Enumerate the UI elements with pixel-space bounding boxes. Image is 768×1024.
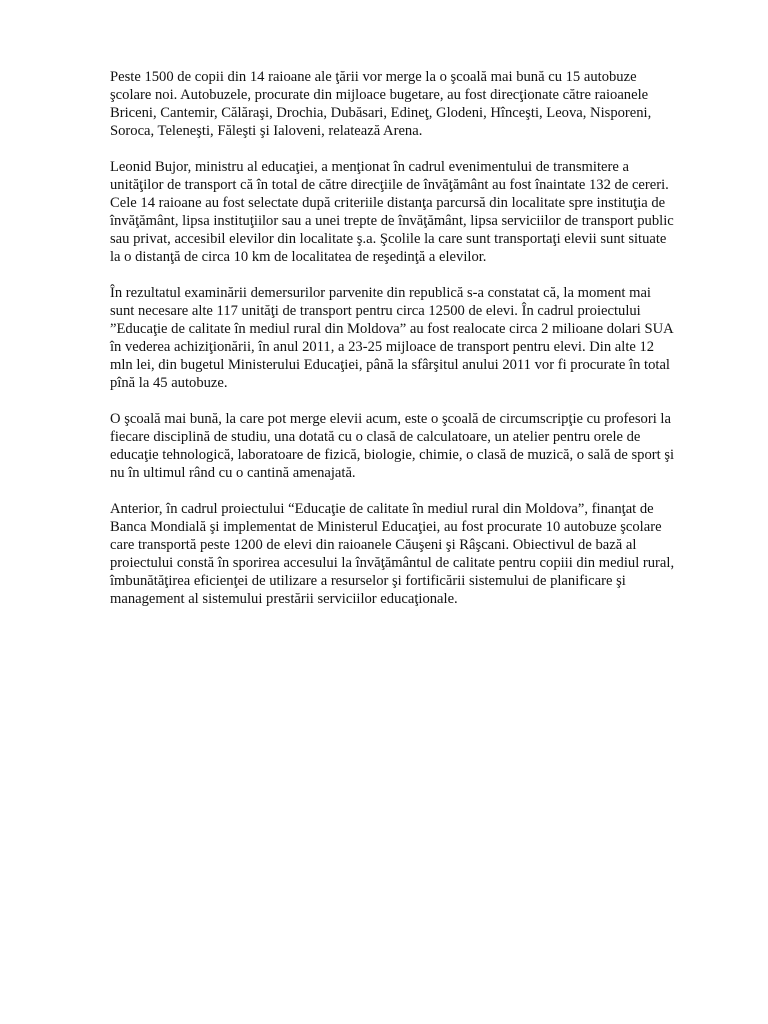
text-line: Anterior, în cadrul proiectului “Educaţie de calitate în mediul rural din Moldova”, finanţat de — [110, 501, 654, 517]
paragraph-3 — [110, 284, 740, 392]
text-line: proiectului constă în sporirea accesului la învăţământul de calitate pentru copiii din mediul rural, — [110, 555, 675, 571]
text-line: În rezultatul examinării demersurilor parvenite din republică s-a constatat că, la moment mai — [110, 285, 651, 301]
text-line: management al sistemului prestării serviciilor educaţionale. — [110, 591, 458, 607]
text-line: O şcoală mai bună, la care pot merge elevii acum, este o şcoală de circumscripţie cu profesori la — [110, 411, 671, 427]
text-line: la o distanţă de circa 10 km de localitatea de reşedinţă a elevilor. — [110, 249, 487, 265]
text-line: unităţilor de transport că în total de către direcţiile de învăţământ au fost înaintate 132 de cereri. — [110, 177, 669, 193]
text-line: Briceni, Cantemir, Călăraşi, Drochia, Dubăsari, Edineţ, Glodeni, Hînceşti, Leova, Nisporeni, — [110, 105, 652, 121]
document-page — [110, 68, 740, 626]
text-line: Leonid Bujor, ministru al educaţiei, a menţionat în cadrul evenimentului de transmitere a — [110, 159, 629, 175]
text-line: îmbunătăţirea eficienţei de utilizare a resurselor şi fortificării sistemului de planificare şi — [110, 573, 626, 589]
text-line: ”Educaţie de calitate în mediul rural din Moldova” au fost realocate circa 2 milioane dolari SUA — [110, 321, 674, 337]
text-line: nu în ultimul rând cu o cantină amenajată. — [110, 465, 356, 481]
paragraph-4 — [110, 410, 740, 482]
text-line: fiecare disciplină de studiu, una dotată cu o clasă de calculatoare, un atelier pentru orele de — [110, 429, 641, 445]
text-line: Peste 1500 de copii din 14 raioane ale ţării vor merge la o şcoală mai bună cu 15 autobuze — [110, 69, 637, 85]
text-line: care transportă peste 1200 de elevi din raioanele Căuşeni şi Râşcani. Obiectivul de bază al — [110, 537, 637, 553]
text-line: sau privat, accesibil elevilor din localitate ş.a. Şcolile la care sunt transportaţi elevii sunt situate — [110, 231, 667, 247]
text-line: educaţie tehnologică, laboratoare de fizică, biologie, chimie, o clasă de muzică, o sală de sport şi — [110, 447, 675, 463]
paragraph-1 — [110, 68, 740, 140]
text-line: Banca Mondială şi implementat de Ministerul Educaţiei, au fost procurate 10 autobuze şcolare — [110, 519, 662, 535]
text-line: în vederea achiziţionării, în anul 2011, a 23-25 mijloace de transport pentru elevi. Din alte 12 — [110, 339, 655, 355]
paragraph-5 — [110, 500, 740, 608]
text-line: învăţământ, lipsa instituţiilor sau a unei trepte de învăţământ, lipsa serviciilor de transport public — [110, 213, 674, 229]
text-line: şcolare noi. Autobuzele, procurate din mijloace bugetare, au fost direcţionate către raioanele — [110, 87, 649, 103]
text-line: Soroca, Teleneşti, Făleşti şi Ialoveni, relatează Arena. — [110, 123, 423, 139]
text-line: pînă la 45 autobuze. — [110, 375, 228, 391]
text-line: Cele 14 raioane au fost selectate după criteriile distanţa parcursă din localitate spre instituţia de — [110, 195, 666, 211]
text-line: sunt necesare alte 117 unităţi de transport pentru circa 12500 de elevi. În cadrul proiectului — [110, 303, 641, 319]
text-line: mln lei, din bugetul Ministerului Educaţiei, până la sfârşitul anului 2011 vor fi procurate în total — [110, 357, 670, 373]
paragraph-2 — [110, 158, 740, 266]
